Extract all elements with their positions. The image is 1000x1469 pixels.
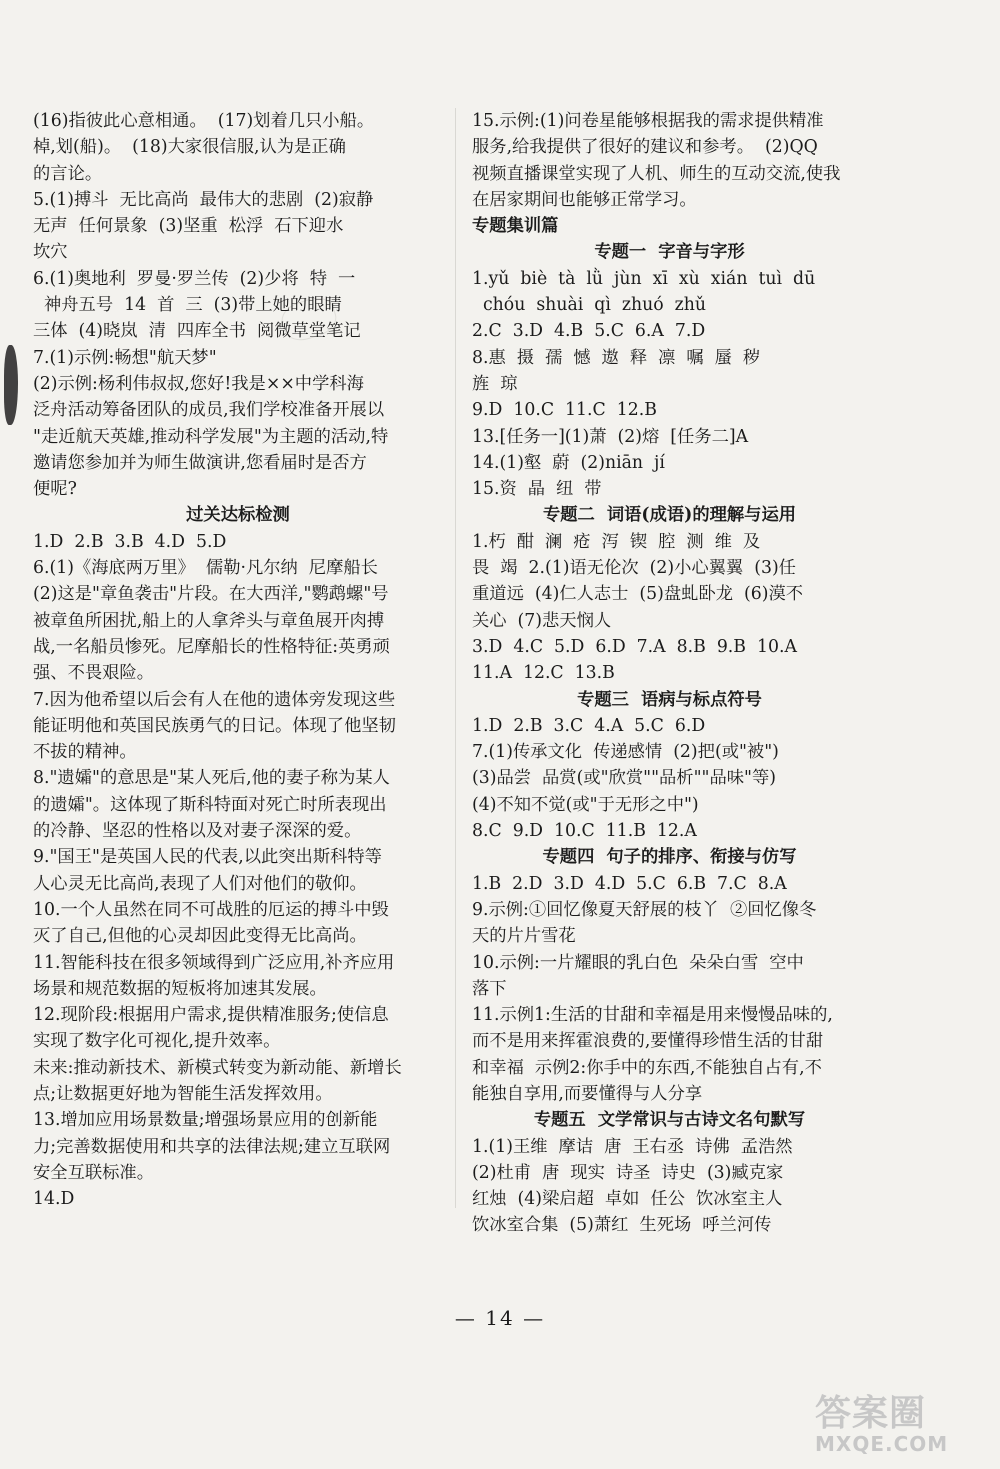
answer-line: 点;让数据更好地为智能生活发挥效用。: [33, 1083, 333, 1104]
answer-line: 被章鱼所困扰,船上的人拿斧头与章鱼展开肉搏: [33, 610, 385, 631]
section-heading: 专题五 文学常识与古诗文名句默写: [533, 1110, 806, 1131]
scan-smudge: [4, 345, 18, 425]
section-heading: 专题二 词语(成语)的理解与运用: [542, 505, 797, 526]
answer-line: 战,一名船员惨死。尼摩船长的性格特征:英勇顽: [33, 636, 390, 657]
answer-line: 坎穴: [33, 242, 68, 263]
answer-line: 能证明他和英国民族勇气的日记。体现了他坚韧: [33, 715, 396, 736]
answer-line: 10.示例:一片耀眼的乳白色 朵朵白雪 空中: [472, 952, 804, 973]
answer-line: 14.D: [33, 1189, 75, 1210]
answer-line: 6.(1)奥地利 罗曼·罗兰传 (2)少将 特 一: [33, 268, 356, 289]
answer-line: 9."国王"是英国人民的代表,以此突出斯科特等: [33, 847, 382, 868]
answer-line: 8.C 9.D 10.C 11.B 12.A: [472, 821, 697, 842]
answer-line: 11.示例1:生活的甘甜和幸福是用来慢慢品味的,: [472, 1005, 833, 1026]
answer-line: 灭了自己,但他的心灵却因此变得无比高尚。: [33, 926, 367, 947]
watermark-title: 答案圈: [815, 1393, 927, 1434]
answer-line: 5.(1)搏斗 无比高尚 最伟大的悲剧 (2)寂静: [33, 189, 374, 210]
answer-line: 和幸福 示例2:你手中的东西,不能独自占有,不: [472, 1057, 822, 1078]
answer-line: chóu shuài qì zhuó zhǔ: [472, 295, 706, 316]
answer-line: 13.[任务一](1)萧 (2)熔 [任务二]A: [472, 426, 749, 447]
answer-line: 能独自享用,而要懂得与人分享: [472, 1083, 703, 1104]
answer-line: 7.(1)示例:畅想"航天梦": [33, 347, 217, 368]
answer-line: 泛舟活动筹备团队的成员,我们学校准备开展以: [33, 400, 385, 421]
answer-line: (16)指彼此心意相通。 (17)划着几只小船。: [33, 111, 375, 131]
answer-line: 的冷静、坚忍的性格以及对妻子深深的爱。: [33, 821, 362, 842]
answer-line: 的言论。: [33, 163, 103, 184]
answer-line: 6.(1)《海底两万里》 儒勒·凡尔纳 尼摩船长: [33, 558, 378, 579]
answer-line: 在居家期间也能够正常学习。: [472, 189, 697, 210]
answer-line: 落下: [472, 978, 507, 999]
answer-line: 实现了数字化可视化,提升效率。: [33, 1031, 281, 1052]
answer-line: 的遗孀"。这体现了斯科特面对死亡时所表现出: [33, 794, 387, 815]
right-column: [472, 108, 867, 1239]
answer-line: 便呢?: [33, 479, 77, 500]
answer-line: 未来:推动新技术、新模式转变为新动能、新增长: [33, 1057, 402, 1078]
answer-line: 1.D 2.B 3.C 4.A 5.C 6.D: [472, 715, 706, 736]
answer-line: 1.B 2.D 3.D 4.D 5.C 6.B 7.C 8.A: [472, 873, 787, 894]
answer-line: (4)不知不觉(或"于无形之中"): [472, 794, 699, 815]
section-heading: 专题三 语病与标点符号: [577, 689, 762, 710]
answer-line: 服务,给我提供了很好的建议和参考。 (2)QQ: [472, 137, 818, 158]
answer-line: 饮冰室合集 (5)萧红 生死场 呼兰河传: [472, 1215, 772, 1236]
column-divider: [455, 108, 456, 1208]
answer-line: 重道远 (4)仁人志士 (5)盘虬卧龙 (6)漠不: [472, 584, 804, 605]
site-watermark: [815, 1385, 995, 1465]
answer-line: 9.示例:①回忆像夏天舒展的枝丫 ②回忆像冬: [472, 899, 817, 920]
left-column: [33, 108, 443, 1212]
answer-line: 1.yǔ biè tà lǜ jùn xī xù xián tuì dū: [472, 268, 816, 289]
answer-line: 7.(1)传承文化 传递感情 (2)把(或"被"): [472, 742, 779, 763]
answer-line: (2)这是"章鱼袭击"片段。在大西洋,"鹦鹉螺"号: [33, 584, 389, 605]
answer-line: 11.智能科技在很多领域得到广泛应用,补齐应用: [33, 952, 395, 973]
answer-line: 畏 竭 2.(1)语无伦次 (2)小心翼翼 (3)任: [472, 558, 796, 579]
section-heading: 专题四 句子的排序、衔接与仿写: [542, 847, 797, 868]
answer-line: 1.朽 酣 澜 疮 泻 锲 腔 测 维 及: [472, 531, 761, 552]
section-heading: 过关达标检测: [186, 505, 290, 526]
answer-line: 旌 琼: [472, 373, 518, 394]
answer-line: 场景和规范数据的短板将加速其发展。: [33, 978, 327, 999]
answer-line: 红烛 (4)梁启超 卓如 任公 饮冰室主人: [472, 1189, 783, 1210]
part-heading: 专题集训篇: [472, 216, 559, 237]
answer-line: 而不是用来挥霍浪费的,要懂得珍惜生活的甘甜: [472, 1031, 824, 1052]
answer-line: 9.D 10.C 11.C 12.B: [472, 400, 657, 421]
answer-line: (2)示例:杨利伟叔叔,您好!我是××中学科海: [33, 373, 364, 394]
answer-line: 13.增加应用场景数量;增强场景应用的创新能: [33, 1110, 378, 1131]
answer-line: 神舟五号 14 首 三 (3)带上她的眼睛: [33, 295, 342, 316]
answer-line: 8.惠 摄 孺 憾 遨 释 凛 嘱 蜃 秽: [472, 347, 761, 368]
answer-line: 1.D 2.B 3.B 4.D 5.D: [33, 531, 227, 552]
answer-line: 11.A 12.C 13.B: [472, 663, 615, 684]
answer-line: 视频直播课堂实现了人机、师生的互动交流,使我: [472, 163, 841, 184]
answer-line: 10.一个人虽然在同不可战胜的厄运的搏斗中毁: [33, 899, 389, 920]
answer-line: 安全互联标准。: [33, 1162, 154, 1183]
answer-line: 强、不畏艰险。: [33, 663, 154, 684]
answer-line: 无声 任何景象 (3)坚重 松浮 石下迎水: [33, 216, 344, 237]
page-number: — 14 —: [454, 1306, 546, 1330]
answer-line: (3)品尝 品赏(或"欣赏""品析""品味"等): [472, 768, 777, 789]
answer-line: 邀请您参加并为师生做演讲,您看届时是否方: [33, 452, 367, 473]
answer-line: 14.(1)壑 蔚 (2)niān jí: [472, 452, 665, 473]
watermark-url: MXQE.COM: [815, 1432, 949, 1456]
answer-line: 8."遗孀"的意思是"某人死后,他的妻子称为某人: [33, 768, 390, 789]
answer-line: 1.(1)王维 摩诘 唐 王右丞 诗佛 孟浩然: [472, 1136, 793, 1157]
answer-line: 力;完善数据使用和共享的法律法规;建立互联网: [33, 1136, 391, 1157]
section-heading: 专题一 字音与字形: [594, 242, 745, 263]
answer-line: 3.D 4.C 5.D 6.D 7.A 8.B 9.B 10.A: [472, 636, 797, 657]
answer-line: 12.现阶段:根据用户需求,提供精准服务;使信息: [33, 1005, 389, 1026]
answer-line: (2)杜甫 唐 现实 诗圣 诗史 (3)臧克家: [472, 1162, 784, 1183]
answer-line: 15.示例:(1)问卷星能够根据我的需求提供精准: [472, 111, 824, 131]
answer-line: 天的片片雪花: [472, 926, 576, 947]
answer-line: 15.资 晶 纽 带: [472, 479, 602, 500]
answer-line: 关心 (7)悲天悯人: [472, 610, 612, 631]
answer-line: "走近航天英雄,推动科学发展"为主题的活动,特: [33, 426, 389, 447]
answer-line: 棹,划(船)。 (18)大家很信服,认为是正确: [33, 137, 346, 158]
answer-line: 三体 (4)晓岚 清 四库全书 阅微草堂笔记: [33, 321, 361, 342]
answer-line: 7.因为他希望以后会有人在他的遗体旁发现这些: [33, 689, 396, 710]
answer-line: 2.C 3.D 4.B 5.C 6.A 7.D: [472, 321, 706, 342]
answer-line: 不拔的精神。: [33, 742, 137, 763]
answer-line: 人心灵无比高尚,表现了人们对他们的敬仰。: [33, 873, 367, 894]
